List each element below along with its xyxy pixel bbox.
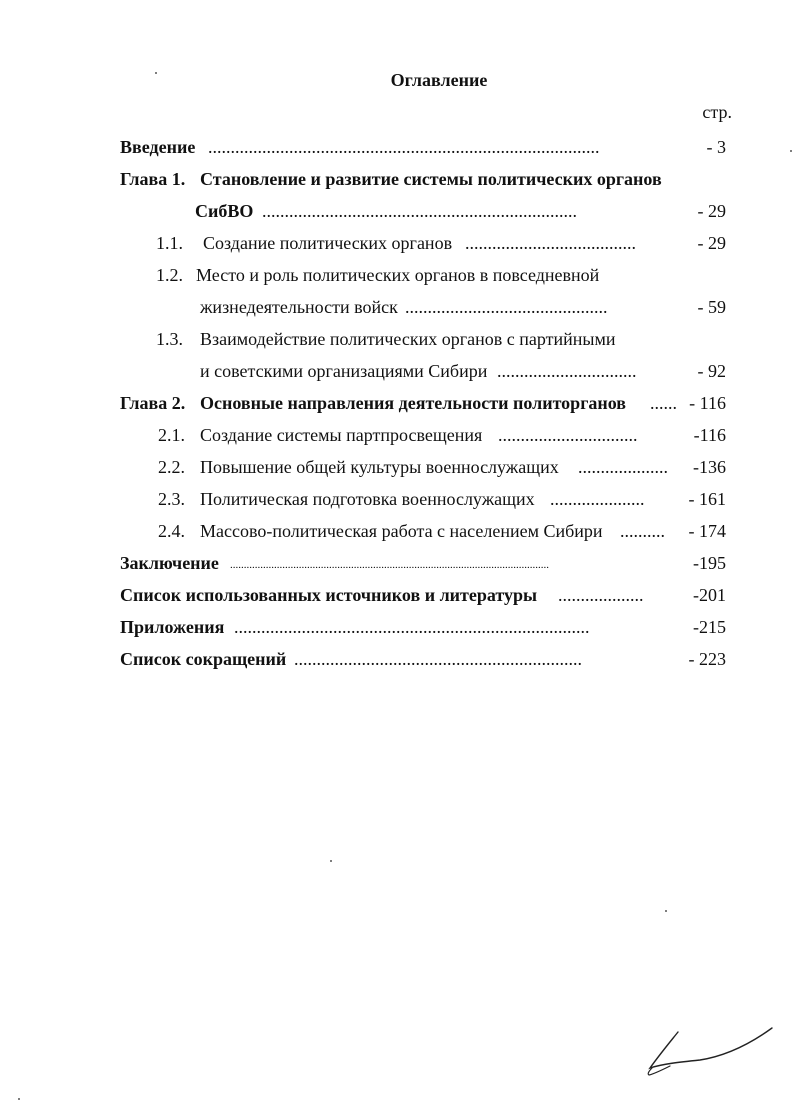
toc-entry-s22-page: -136: [693, 457, 726, 477]
toc-entry-abbreviations-dots: ................................................................: [294, 649, 582, 669]
toc-entry-s24-dots: ..........: [620, 521, 665, 541]
toc-entry-appendix-title: Приложения: [120, 617, 225, 637]
toc-entry-abbreviations-page: - 223: [688, 649, 726, 669]
toc-entry-ch1-title: Становление и развитие системы политических органов: [200, 169, 662, 189]
toc-entry-s21-page: -116: [693, 425, 726, 445]
toc-entry-appendix-dots: ...............................................................................: [234, 617, 590, 637]
toc-entry-s11-number: 1.1.: [156, 233, 183, 253]
toc-entry-appendix-page: -215: [693, 617, 726, 637]
toc-entry-s24-title: Массово-политическая работа с населением Сибири: [200, 521, 603, 541]
toc-entry-s11-page: - 29: [697, 233, 726, 253]
toc-entry-s21-dots: ...............................: [498, 425, 638, 445]
toc-entry-s12-title-cont: жизнедеятельности войск: [200, 297, 398, 317]
toc-entry-intro-dots: .......................................................................................: [208, 137, 600, 157]
toc-entry-literature-title: Список использованных источников и литературы: [120, 585, 538, 605]
toc-entry-s23-number: 2.3.: [158, 489, 185, 509]
toc-entry-conclusion-dots: ....................................................................................................................: [230, 559, 549, 571]
toc-entry-s22-number: 2.2.: [158, 457, 185, 477]
toc-entry-conclusion-title: Заключение: [120, 553, 219, 573]
toc-entry-ch2-dots: ......: [650, 393, 677, 413]
toc-entry-intro-page: - 3: [706, 137, 726, 157]
toc-entry-s22-title: Повышение общей культуры военнослужащих: [200, 457, 559, 477]
toc-entry-s12-title: Место и роль политических органов в повседневной: [196, 265, 600, 285]
toc-entry-s22-dots: ....................: [578, 457, 668, 477]
toc-entry-ch2-page: - 116: [689, 393, 726, 413]
toc-entry-s24-number: 2.4.: [158, 521, 185, 541]
toc-entry-s13-dots: ...............................: [497, 361, 637, 381]
scan-speck: [155, 72, 157, 74]
toc-entry-s11-dots: ......................................: [465, 233, 636, 253]
toc-entry-s12-number: 1.2.: [156, 265, 183, 285]
toc-entry-literature-page: -201: [693, 585, 726, 605]
toc-entry-s12-dots: .............................................: [405, 297, 608, 317]
toc-entry-s23-dots: .....................: [550, 489, 645, 509]
scan-speck: [18, 1098, 20, 1100]
toc-entry-intro-title: Введение: [120, 137, 196, 157]
toc-entry-ch1-dots: ......................................................................: [262, 201, 577, 221]
toc-entry-ch1-title-cont: СибВО: [195, 201, 254, 221]
toc-title: Оглавление: [390, 70, 488, 90]
toc-entry-literature-dots: ...................: [558, 585, 644, 605]
toc-entry-ch2-title: Основные направления деятельности политорганов: [200, 393, 627, 413]
toc-entry-s13-number: 1.3.: [156, 329, 183, 349]
toc-entry-s13-title-cont: и советскими организациями Сибири: [200, 361, 488, 381]
toc-entry-conclusion-page: -195: [693, 553, 726, 573]
scan-speck: [665, 910, 667, 912]
toc-entry-s21-title: Создание системы партпросвещения: [200, 425, 483, 445]
handwritten-signature: [640, 1020, 780, 1080]
toc-entry-ch1-number: Глава 1.: [120, 169, 186, 189]
scan-speck: [330, 860, 332, 862]
toc-entry-s21-number: 2.1.: [158, 425, 185, 445]
toc-entry-abbreviations-title: Список сокращений: [120, 649, 287, 669]
toc-entry-s23-title: Политическая подготовка военнослужащих: [200, 489, 535, 509]
toc-entry-s11-title: Создание политических органов: [203, 233, 453, 253]
scan-speck: [790, 150, 792, 152]
toc-entry-ch2-number: Глава 2.: [120, 393, 186, 413]
toc-entry-ch1-page: - 29: [697, 201, 726, 221]
toc-entry-s13-title: Взаимодействие политических органов с партийными: [200, 329, 616, 349]
toc-entry-s12-page: - 59: [697, 297, 726, 317]
page-column-header: стр.: [702, 102, 732, 122]
toc-entry-s24-page: - 174: [688, 521, 726, 541]
toc-entry-s13-page: - 92: [697, 361, 726, 381]
toc-entry-s23-page: - 161: [688, 489, 726, 509]
